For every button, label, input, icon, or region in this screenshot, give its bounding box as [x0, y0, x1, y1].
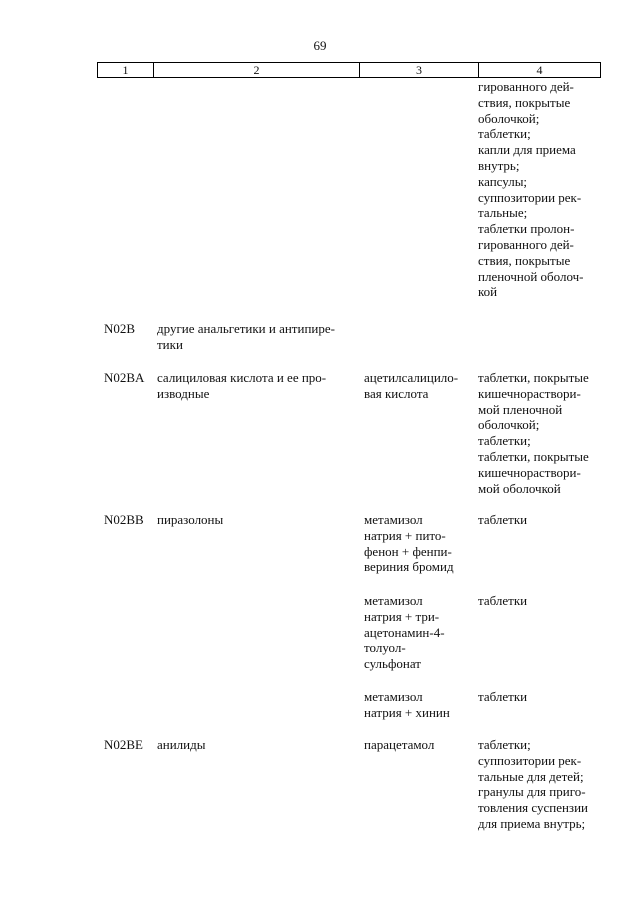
header-col-4: 4 — [536, 63, 543, 77]
atc-code-cell: N02BA — [104, 370, 145, 385]
atc-code-cell: N02B — [104, 321, 136, 336]
forms-cell: таблетки, покрытые кишечнораствори- мой пленочной оболочкой; таблетки; таблетки, покрытые кишечнораствори- мой оболочкой — [478, 370, 589, 496]
forms-cell: таблетки — [478, 512, 528, 527]
forms-cell: таблетки — [478, 593, 528, 608]
atc-code-cell: N02BB — [104, 512, 144, 527]
forms-cell: таблетки — [478, 689, 528, 704]
substance-cell: метамизол натрия + пито- фенон + фенпи- вериния бромид — [364, 512, 454, 575]
page-number: 69 — [313, 38, 327, 53]
substance-cell: ацетилсалицило- вая кислота — [364, 370, 459, 401]
header-col-3: 3 — [360, 63, 479, 77]
forms-cell: гированного дей- ствия, покрытые оболочкой; таблетки; капли для приема внутрь; капсулы; суппозитории рек- тальные; таблетки пролон- гированного дей- ствия, покрытые пленочной оболоч- кой — [478, 79, 584, 300]
header-col-2: 2 — [154, 63, 360, 77]
substance-cell: метамизол натрия + хинин — [364, 689, 450, 720]
forms-cell: таблетки; суппозитории рек- тальные для детей; гранулы для приго- товления суспензии для приема внутрь; — [478, 737, 588, 831]
substance-cell: метамизол натрия + три- ацетонамин-4- толуол- сульфонат — [364, 593, 445, 672]
group-name-cell: другие анальгетики и антипире- тики — [157, 321, 335, 352]
group-name-cell: салициловая кислота и ее про- изводные — [157, 370, 327, 401]
table-header — [97, 62, 601, 78]
atc-code-cell: N02BE — [104, 737, 143, 752]
group-name-cell: анилиды — [157, 737, 206, 752]
header-col-1: 1 — [98, 63, 154, 77]
group-name-cell: пиразолоны — [157, 512, 224, 527]
substance-cell: парацетамол — [364, 737, 435, 752]
